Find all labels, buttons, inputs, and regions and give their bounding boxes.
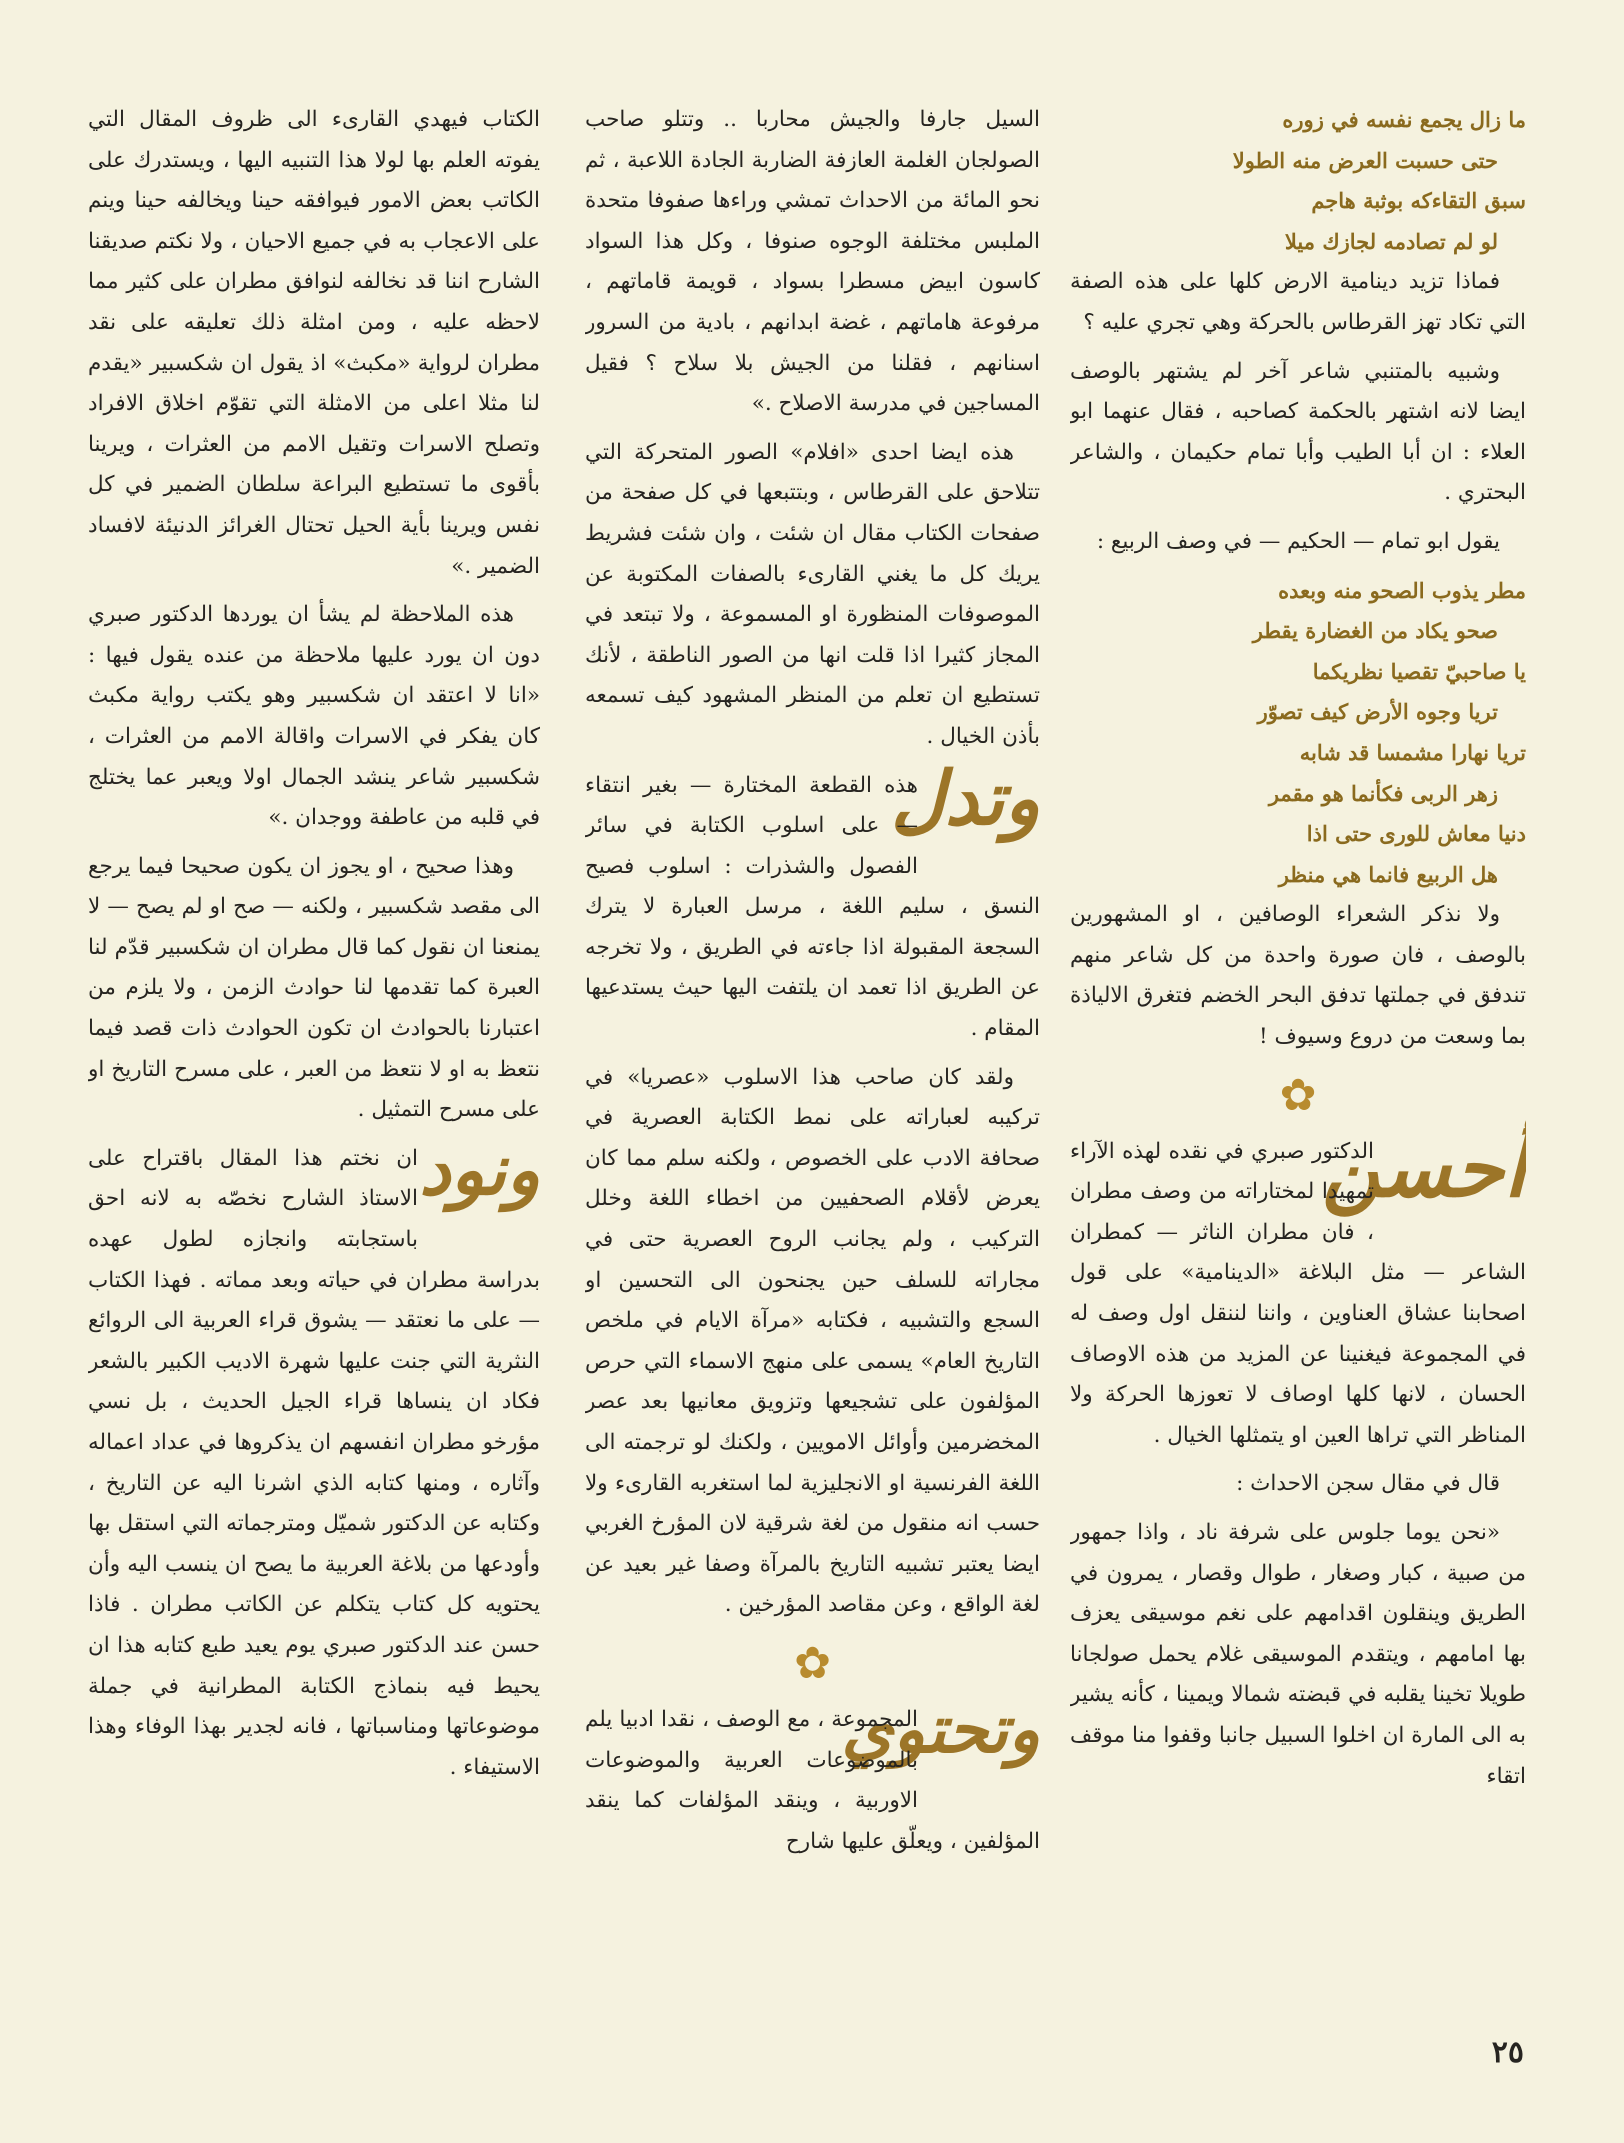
paragraph: فماذا تزيد دينامية الارض كلها على هذه الصفة التي تكاد تهز القرطاس بالحركة وهي تجري عليه ؟ — [1070, 269, 1526, 335]
paragraph: ولقد كان صاحب هذا الاسلوب «عصريا» في تركيبه لعباراته على نمط الكتابة العصرية في صحافة الادب على الخصوص ، ولكنه سلم مما كان يعرض لأقلام الصحفيين من اخطاء اللغة وخلل التركيب ، ولم يجانب الروح العصرية حتى في مجاراته للسلف حين يجنحون الى التحسين او السجع والتشبيه ، فكتابه «مرآة الايام في ملخص التاريخ العام» يسمى على منهج الاسماء التي حرص المؤلفون على تشجيعها وتزويق معانيها بعد عصر المخضرمين وأوائل الامويين ، ولكنك لو ترجمته الى اللغة الفرنسية او الانجليزية لما استغربه القارىء ولا حسب انه منقول من لغة شرقية لان المؤرخ الغربي ايضا يعتبر تشبيه التاريخ بالمرآة وصفا غير بعيد عن لغة الواقع ، وعن مقاصد المؤرخين . — [585, 1064, 1040, 1618]
flower-ornament-icon: ✿ — [794, 1637, 831, 1689]
paragraph: هذه الملاحظة لم يشأ ان يوردها الدكتور صبري دون ان يورد عليها ملاحظة من عنده يقول فيها : «انا لا اعتقد ان شكسبير وهو يكتب رواية مكبث كان يفكر في الاسرات واقالة الامم من العثرات ، شكسبير شاعر ينشد الجمال اولا ويعبر عما يختلج في قلبه من عاطفة ووجدان .» — [88, 602, 540, 831]
verse-line: هل الربيع فانما هي منظر — [1278, 861, 1498, 887]
verse-line: تريا نهارا مشمسا قد شابه — [1299, 739, 1526, 765]
drop-cap-word: أحسن — [1322, 1120, 1526, 1215]
flower-ornament-icon: ✿ — [1279, 1069, 1317, 1121]
verse-line: مطر يذوب الصحو منه وبعده — [1278, 577, 1526, 603]
verse-line: دنيا معاش للورى حتى اذا — [1306, 821, 1526, 847]
left-column — [88, 100, 540, 2030]
paragraph: قال في مقال سجن الاحداث : — [1236, 1471, 1500, 1497]
drop-cap-word: وتدل — [891, 755, 1040, 842]
verse-line: صحو يكاد من الغضارة يقطر — [1252, 618, 1498, 644]
paragraph: هذه ايضا احدى «افلام» الصور المتحركة التي تتلاحق على القرطاس ، وبتتبعها في كل صفحة من صفحات الكتاب مقال ان شئت ، وان شئت فشريط يريك كل ما يغني القارىء بالصفات المكتوبة عن الموصوفات المنظورة او المسموعة ، ولا تبتعد في المجاز كثيرا اذا قلت انها من الصور الناطقة ، لأنك تستطيع ان تعلم من المنظر المشهود كيف تسمعه بأذن الخيال . — [585, 439, 1040, 749]
paragraph: المجموعة ، مع الوصف ، نقدا ادبيا يلم بالموضوعات العربية والموضوعات الاوربية ، وينقد المؤلفات كما ينقد المؤلفين ، ويعلّق عليها شارح — [585, 1706, 1040, 1854]
verse-line: تريا وجوه الأرض كيف تصوّر — [1257, 699, 1498, 725]
paragraph: الدكتور صبري في نقده لهذه الآراء تمهيدا لمختاراته من وصف مطران ، فان مطران الناثر — كمطران الشاعر — مثل البلاغة «الدينامية» على قول اصحابنا عشاق العناوين ، واننا لننقل اول وصف له في المجموعة فيغنينا عن المزيد من هذه الاوصاف الحسان ، لانها كلها اوصاف لا تعوزها الحركة ولا المناظر التي تراها العين او يتمثلها الخيال . — [1070, 1138, 1526, 1448]
verse-line: لو لم تصادمه لجازك ميلا — [1284, 228, 1498, 254]
paragraph: وشبيه بالمتنبي شاعر آخر لم يشتهر بالوصف ايضا لانه اشتهر بالحكمة كصاحبه ، فقال عنهما ابو العلاء : ان أبا الطيب وأبا تمام حكيمان ، والشاعر البحتري . — [1070, 358, 1526, 506]
paragraph: «نحن يوما جلوس على شرفة ناد ، واذا جمهور من صبية ، كبار وصغار ، طوال وقصار ، يمرون في الطريق وينقلون اقدامهم على نغم موسيقى يعزف بها امامهم ، ويتقدم الموسيقى غلام يحمل صولجانا طويلا تخينا يقلبه في قبضته شمالا ويمينا ، كأنه يشير به الى المارة ان اخلوا السبيل جانبا وقفوا منا موقف اتقاء — [1070, 1520, 1526, 1789]
verse-line: حتى حسبت العرض منه الطولا — [1232, 147, 1498, 173]
paragraph: الكتاب فيهدي القارىء الى ظروف المقال التي يفوته العلم بها لولا هذا التنبيه اليها ، ويستدرك على الكاتب بعض الامور فيوافقه حينا ويخالفه حينا وينم على الاعجاب به في جميع الاحيان ، ولا نكتم صديقنا الشارح اننا قد نخالفه لنوافق مطران على كثير مما لاحظه عليه ، ومن امثلة ذلك تعليقه على نقد مطران لرواية «مكبث» اذ يقول ان شكسبير «يقدم لنا مثلا اعلى من الامثلة التي تقوّم اخلاق الافراد وتصلح الاسرات وتقيل الامم من العثرات ، ويرينا بأقوى ما تستطيع البراعة سلطان الضمير في كل نفس ويرينا بأية الحيل تحتال الغرائز الدنيئة لافساد الضمير .» — [88, 107, 540, 579]
drop-cap-word: ونود — [419, 1127, 540, 1211]
verse-line: سبق التقاءكه بوثبة هاجم — [1311, 188, 1526, 214]
paragraph: وهذا صحيح ، او يجوز ان يكون صحيحا فيما يرجع الى مقصد شكسبير ، ولكنه — صح او لم يصح — لا يمنعنا ان نقول كما قال مطران ان شكسبير قدّم لنا العبرة كما تقدمها لنا حوادث الزمن ، ولا يلزم من اعتبارنا بالحوادث ان تكون الحوادث ذات قصد فيما نتعظ به او لا نتعظ من العبر ، على مسرح التاريخ او على مسرح التمثيل . — [88, 853, 540, 1123]
right-column — [1070, 100, 1526, 2030]
verse-line: زهر الربى فكأنما هو مقمر — [1268, 780, 1498, 806]
drop-cap-word: وتحتوي — [841, 1689, 1040, 1768]
paragraph: ان نختم هذا المقال باقتراح على الاستاذ الشارح نخصّه به لانه احق باستجابته وانجازه لطول عهده بدراسة مطران في حياته وبعد مماته . فهذا الكتاب — على ما نعتقد — يشوق قراء العربية الى الروائع النثرية التي جنت عليها شهرة الاديب الكبير بالشعر فكاد ان ينساها قراء الجيل الحديث ، بل نسي مؤرخو مطران انفسهم ان يذكروها في عداد اعماله وآثاره ، ومنها كتابه الذي اشرنا اليه عن التاريخ ، وكتابه عن الدكتور شميّل ومترجماته التي استقل بها وأودعها من بلاغة العربية ما يصح ان ينسب اليه وأن يحتويه كل كتاب يتكلم عن الكاتب مطران . فاذا حسن عند الدكتور صبري يوم يعيد طبع كتابه هذا ان يحيط فيه بنماذج الكتابة المطرانية في جملة موضوعاتها ومناسباتها ، فانه لجدير بهذا الوفاء وهذا الاستيفاء . — [88, 1145, 540, 1780]
verse-line: ما زال يجمع نفسه في زوره — [1282, 107, 1526, 132]
paragraph: يقول ابو تمام — الحكيم — في وصف الربيع : — [1096, 528, 1500, 554]
middle-column — [585, 100, 1040, 2030]
verse-line: يا صاحبيّ تقصيا نظريكما — [1312, 658, 1526, 684]
paragraph: ولا نذكر الشعراء الوصافين ، او المشهورين بالوصف ، فان صورة واحدة من كل شاعر منهم تندفق في جملتها تدفق البحر الخضم فتغرق الالياذة بما وسعت من دروع وسيوف ! — [1070, 902, 1526, 1050]
page-number: ٢٥ — [1491, 2035, 1524, 2070]
paragraph: السيل جارفا والجيش محاربا .. وتتلو صاحب الصولجان الغلمة العازفة الضاربة الجادة اللاعبة ، ثم نحو المائة من الاحداث تمشي وراءها صفوفا متحدة الملبس مختلفة الوجوه صنوفا ، وكل هذا السواد كاسون ابيض مسطرا بسواد ، قويمة قاماتهم ، مرفوعة هاماتهم ، غضة ابدانهم ، بادية من السرور اسنانهم ، فقلنا من الجيش بلا سلاح ؟ فقيل المساجين في مدرسة الاصلاح .» — [585, 107, 1040, 417]
paragraph: هذه القطعة المختارة — بغير انتقاء — على اسلوب الكتابة في سائر الفصول والشذرات : اسلوب فصيح النسق ، سليم اللغة ، مرسل العبارة لا يترك السجعة المقبولة اذا جاءته في الطريق ، ولا تخرجه عن الطريق اذا تعمد ان يلتفت اليها حيث يستدعيها المقام . — [585, 772, 1040, 1042]
